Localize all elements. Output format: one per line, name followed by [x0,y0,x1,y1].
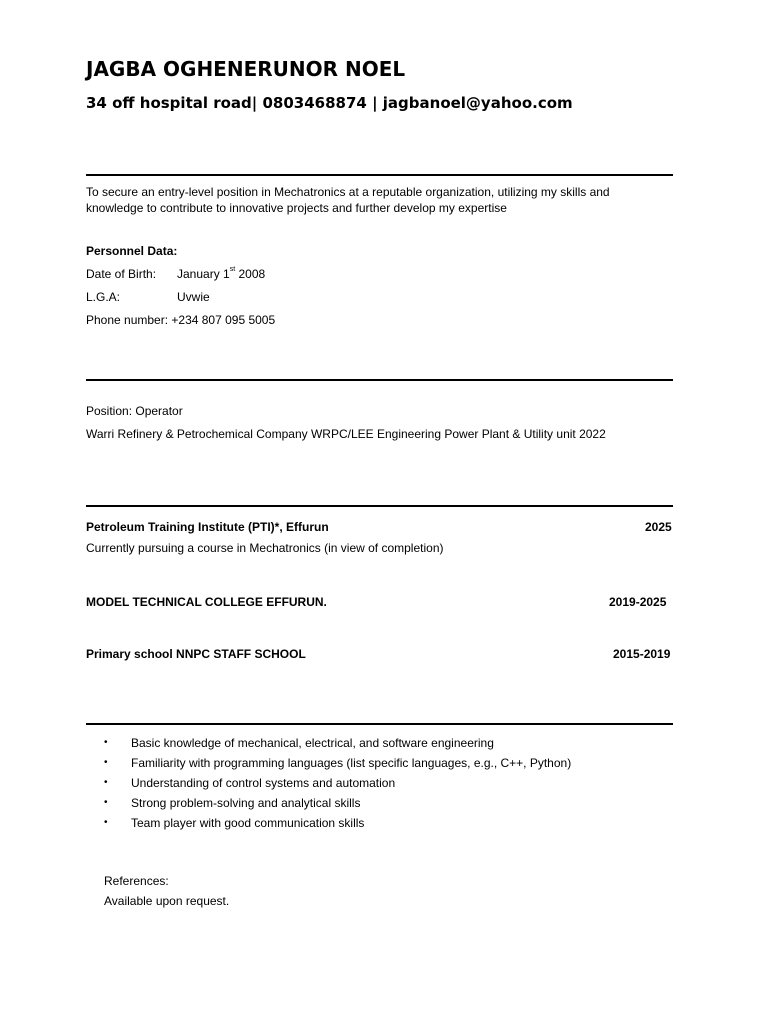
skill-item [104,733,571,753]
skill-item [104,773,571,793]
section-divider [86,505,673,507]
bullet-icon: • [104,737,108,748]
skill-text: Understanding of control systems and automation [131,776,396,790]
bullet-icon: • [104,797,108,808]
education-school: Petroleum Training Institute (PTI)*, Effurun [86,520,329,534]
education-note: Currently pursuing a course in Mechatronics (in view of completion) [86,541,444,555]
references-value: Available upon request. [104,894,230,908]
skill-item [104,753,571,773]
lga-label: L.G.A: [86,290,121,304]
experience-position: Position: Operator [86,404,183,418]
phone-number: Phone number: +234 807 095 5005 [86,313,276,327]
contact-line: 34 off hospital road| 0803468874 | jagbanoel@yahoo.com [86,94,573,112]
section-divider [86,379,673,381]
personal-data-heading: Personnel Data: [86,244,178,258]
bullet-icon: • [104,777,108,788]
education-year: 2019-2025 [609,595,667,609]
skill-text: Team player with good communication skills [131,816,365,830]
education-school: Primary school NNPC STAFF SCHOOL [86,647,306,661]
applicant-name: JAGBA OGHENERUNOR NOEL [86,57,406,81]
skill-text: Basic knowledge of mechanical, electrical, and software engineering [131,736,494,750]
objective-line: knowledge to contribute to innovative projects and further develop my expertise [86,201,507,215]
skill-text: Familiarity with programming languages (list specific languages, e.g., C++, Python) [131,756,572,770]
skill-item [104,793,571,813]
bullet-icon: • [104,757,108,768]
dob-value-day: January 1 [177,267,230,281]
skills-list [104,733,571,833]
objective-paragraph [86,184,673,216]
lga-value: Uvwie [177,290,210,304]
section-divider [86,723,673,725]
references-label: References: [104,874,169,888]
experience-company: Warri Refinery & Petrochemical Company WRPC/LEE Engineering Power Plant & Utility unit 2022 [86,427,606,441]
education-school: MODEL TECHNICAL COLLEGE EFFURUN. [86,595,327,609]
skill-text: Strong problem-solving and analytical skills [131,796,361,810]
bullet-icon: • [104,817,108,828]
dob-value-suffix: st [229,266,236,273]
education-year: 2025 [645,520,672,534]
objective-line: To secure an entry-level position in Mechatronics at a reputable organization, utilizing my skills and [86,185,610,199]
skill-item [104,813,571,833]
dob-value [177,267,265,281]
education-year: 2015-2019 [613,647,671,661]
dob-value-year: 2008 [235,267,266,281]
section-divider [86,174,673,176]
dob-label: Date of Birth: [86,267,157,281]
